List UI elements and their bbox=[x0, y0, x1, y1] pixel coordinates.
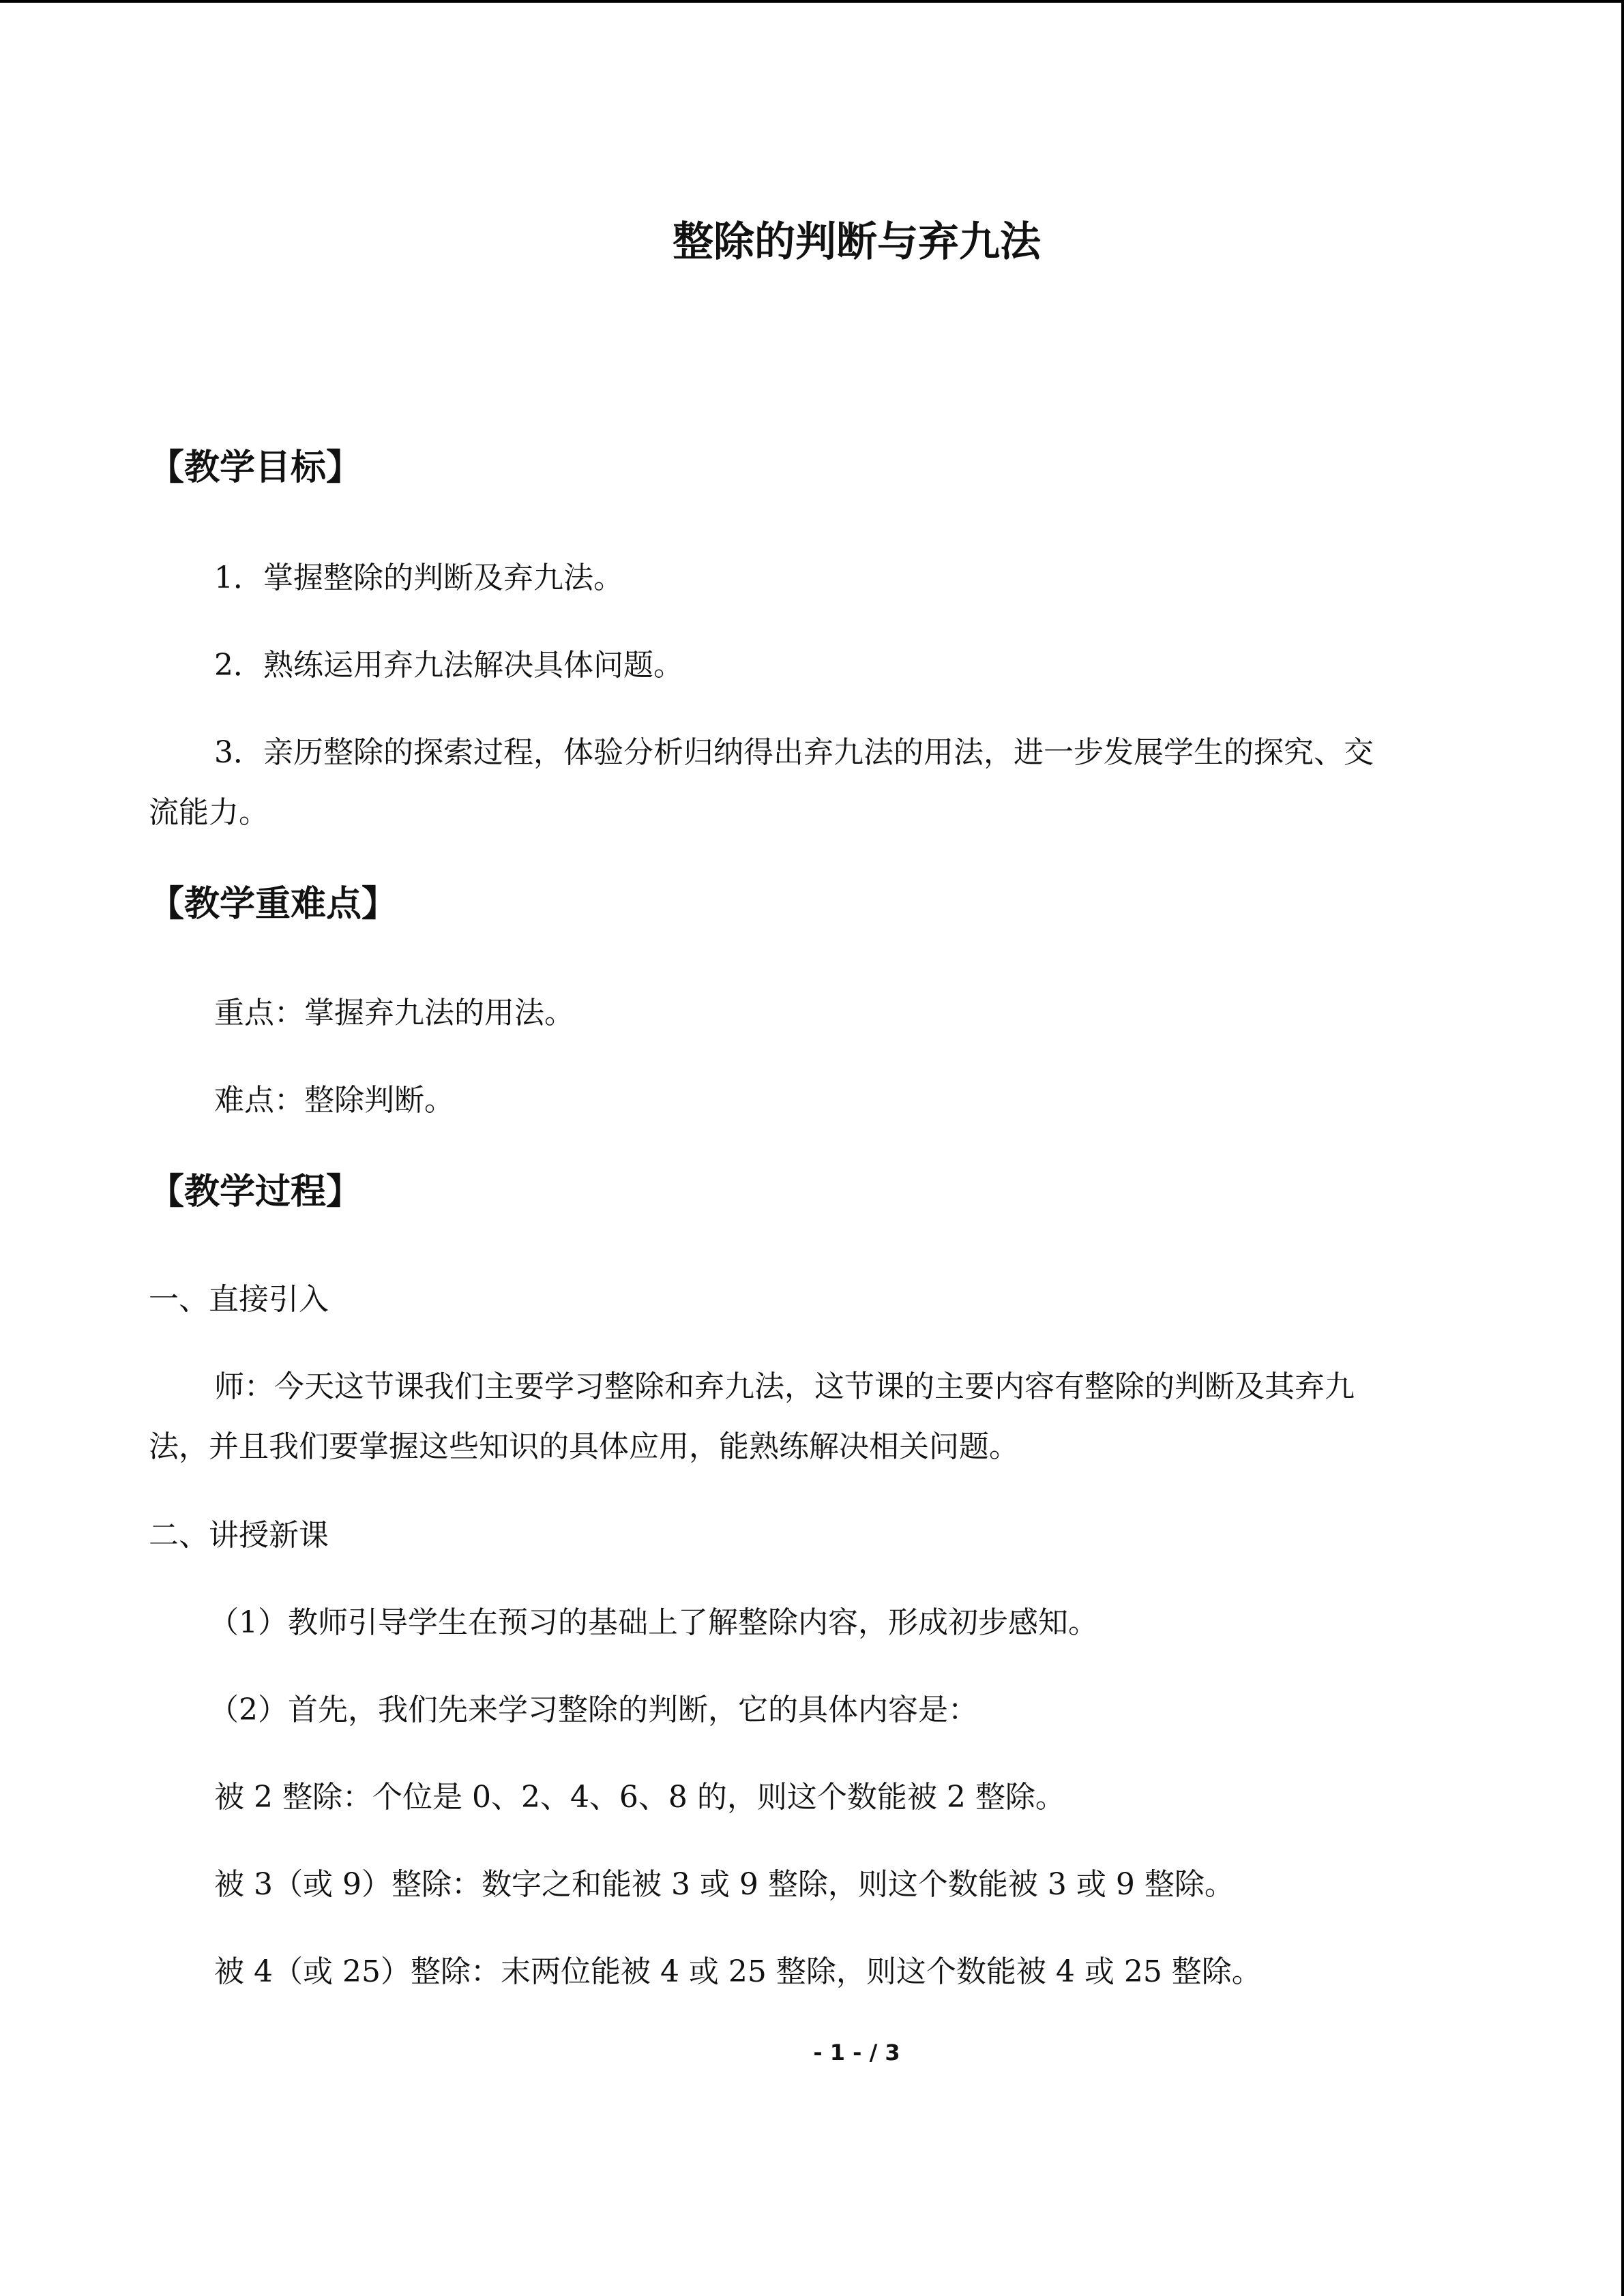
document-title: 整除的判断与弃九法 bbox=[673, 218, 1041, 266]
difficulty-point: 难点：整除判断。 bbox=[214, 1083, 454, 1118]
page-number: - 1 - / 3 bbox=[813, 2040, 900, 2066]
part1-body-line-2: 法，并且我们要掌握这些知识的具体应用，能熟练解决相关问题。 bbox=[149, 1429, 1019, 1464]
goal-item-3-line-1: 3．亲历整除的探索过程，体验分析归纳得出弃九法的用法，进一步发展学生的探究、交 bbox=[214, 735, 1374, 770]
goal-item-3-line-2: 流能力。 bbox=[149, 795, 269, 830]
goal-item-1: 1．掌握整除的判断及弃九法。 bbox=[214, 561, 623, 595]
goal-item-3 bbox=[149, 723, 1479, 843]
heading-keypoints: 【教学重难点】 bbox=[149, 884, 398, 925]
heading-goals: 【教学目标】 bbox=[149, 447, 362, 488]
part1-body bbox=[149, 1357, 1479, 1477]
step-2: （2）首先，我们先来学习整除的判断，它的具体内容是： bbox=[209, 1693, 978, 1727]
focus-point: 重点：掌握弃九法的用法。 bbox=[214, 996, 574, 1030]
rule-divisible-by-4-or-25: 被 4（或 25）整除：末两位能被 4 或 25 整除，则这个数能被 4 或 25 整除。 bbox=[214, 1954, 1262, 1989]
part2-title: 二、讲授新课 bbox=[149, 1518, 329, 1553]
goal-item-2: 2．熟练运用弃九法解决具体问题。 bbox=[214, 648, 683, 683]
part1-body-line-1: 师：今天这节课我们主要学习整除和弃九法，这节课的主要内容有整除的判断及其弃九 bbox=[214, 1369, 1355, 1404]
page-border-top bbox=[0, 0, 1624, 3]
rule-divisible-by-3-or-9: 被 3（或 9）整除：数字之和能被 3 或 9 整除，则这个数能被 3 或 9 整除。 bbox=[214, 1867, 1235, 1902]
heading-process: 【教学过程】 bbox=[149, 1172, 362, 1212]
page-border-right bbox=[1621, 0, 1624, 2296]
rule-divisible-by-2: 被 2 整除：个位是 0、2、4、6、8 的，则这个数能被 2 整除。 bbox=[214, 1780, 1065, 1815]
part1-title: 一、直接引入 bbox=[149, 1282, 329, 1317]
step-1: （1）教师引导学生在预习的基础上了解整除内容，形成初步感知。 bbox=[209, 1605, 1098, 1640]
